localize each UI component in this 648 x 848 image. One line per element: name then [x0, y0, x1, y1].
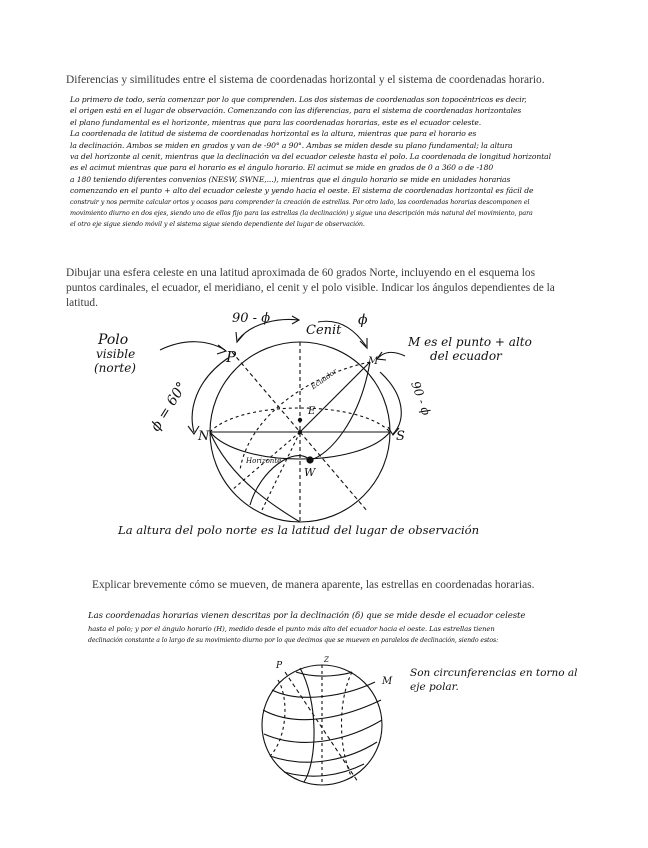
- south-label: S: [396, 429, 405, 444]
- equator-label: Ecuador: [309, 367, 339, 392]
- pole-label: P: [276, 661, 283, 671]
- zenith-label: Z: [324, 656, 329, 664]
- north-label: N: [198, 429, 210, 444]
- m-label: M: [382, 676, 393, 687]
- east-label: E: [308, 406, 316, 417]
- circles-note: eje polar.: [410, 681, 459, 693]
- answer-3-line: Las coordenadas horarias vienen descritas por la declinación (δ) que se mide desde el ecuador celeste: [88, 611, 526, 621]
- m-note: del ecuador: [430, 349, 502, 363]
- angle-top-label: 90 - ϕ: [232, 311, 271, 326]
- answer-1-line: movimiento diurno en dos ejes, siendo uno de ellos fijo para las estrellas (la declinación) y sigue una descripción más natural del movimiento, para: [70, 209, 533, 218]
- answer-1-line: Lo primero de todo, sería comenzar por lo que comprenden. Los dos sistemas de coordenadas son topocéntricos es decir,: [70, 95, 527, 104]
- answer-1-line: va del horizonte al cenit, mientras que la declinación va del ecuador celeste hasta el polo. La coordenada de longitud horizontal: [70, 152, 551, 162]
- answer-1-line: La coordenada de latitud de sistema de coordenadas horizontal es la altura, mientras que para el horario es: [70, 129, 477, 139]
- pole-label: P: [226, 348, 237, 366]
- diagram-caption: La altura del polo norte es la latitud del lugar de observación: [118, 523, 480, 537]
- phi-top-label: ϕ: [358, 312, 368, 328]
- m-note: M es el punto + alto: [408, 335, 532, 349]
- angle-right-label: 90 - ϕ: [408, 379, 434, 418]
- polo-label: Polo: [98, 332, 129, 348]
- west-label: W: [304, 466, 316, 479]
- answer-1-line: construir y nos permite calcular ortos y ocasos para comprender la creación de estrellas. Por otro lado, las coordenadas horarias descomponen el: [70, 197, 530, 206]
- latitude-label: ϕ = 60°: [147, 379, 191, 435]
- answer-1-line: a 180 teniendo diferentes convenios (NESW, SWNE,...), mientras que el ángulo horario se mide en unidades horarias: [70, 174, 511, 184]
- polo-label: visible: [96, 347, 136, 361]
- polo-label: (norte): [94, 361, 136, 375]
- answer-1-line: el otro eje sigue siendo móvil y el sistema sigue siendo dependiente del lugar de observación.: [70, 220, 365, 229]
- question-2-prompt: Dibujar una esfera celeste en una latitud aproximada de 60 grados Norte, incluyendo en el esquema los puntos cardinales, el ecuador, el meridiano, el cenit y el polo visible. Indicar los ángulos dependientes de la latitud.: [66, 267, 555, 309]
- answer-1-line: la declinación. Ambos se miden en grados y van de -90° a 90°. Ambas se miden desde su plano fundamental; la altura: [70, 140, 513, 150]
- answer-1-line: comenzando en el punto + alto del ecuador celeste y yendo hacia el oeste. El sistema de coordenadas horizontal es fácil de: [70, 186, 534, 196]
- cenit-label: Cenit: [306, 323, 342, 338]
- answer-3-line: declinación constante a lo largo de su movimiento diurno por lo que decimos que se mueven en paralelos de declinación, siendo estos:: [88, 637, 499, 644]
- horizon-label: Horizonte: [246, 457, 282, 465]
- m-label: M: [368, 356, 379, 367]
- answer-1-line: el origen está en el lugar de observación. Comenzando con las diferencias, para el sistema de coordenadas horizontales: [70, 106, 522, 116]
- answer-1-line: el plano fundamental es el horizonte, mientras que para las coordenadas horarias, este es el ecuador celeste.: [70, 117, 482, 127]
- circles-note: Son circunferencias en torno al: [410, 667, 578, 679]
- question-3-prompt: Explicar brevemente cómo se mueven, de manera aparente, las estrellas en coordenadas horarias.: [92, 579, 535, 591]
- question-1-prompt: Diferencias y similitudes entre el sistema de coordenadas horizontal y el sistema de coordenadas horario.: [66, 74, 545, 86]
- answer-1-line: es el acimut mientras que para el horario es el ángulo horario. El acimut se mide en grados de 0 a 360 o de -180: [70, 163, 494, 173]
- answer-3-line: hasta el polo; y por el ángulo horario (H), medido desde el punto más alto del ecuador hacia el oeste. Las estrellas tienen: [88, 625, 495, 633]
